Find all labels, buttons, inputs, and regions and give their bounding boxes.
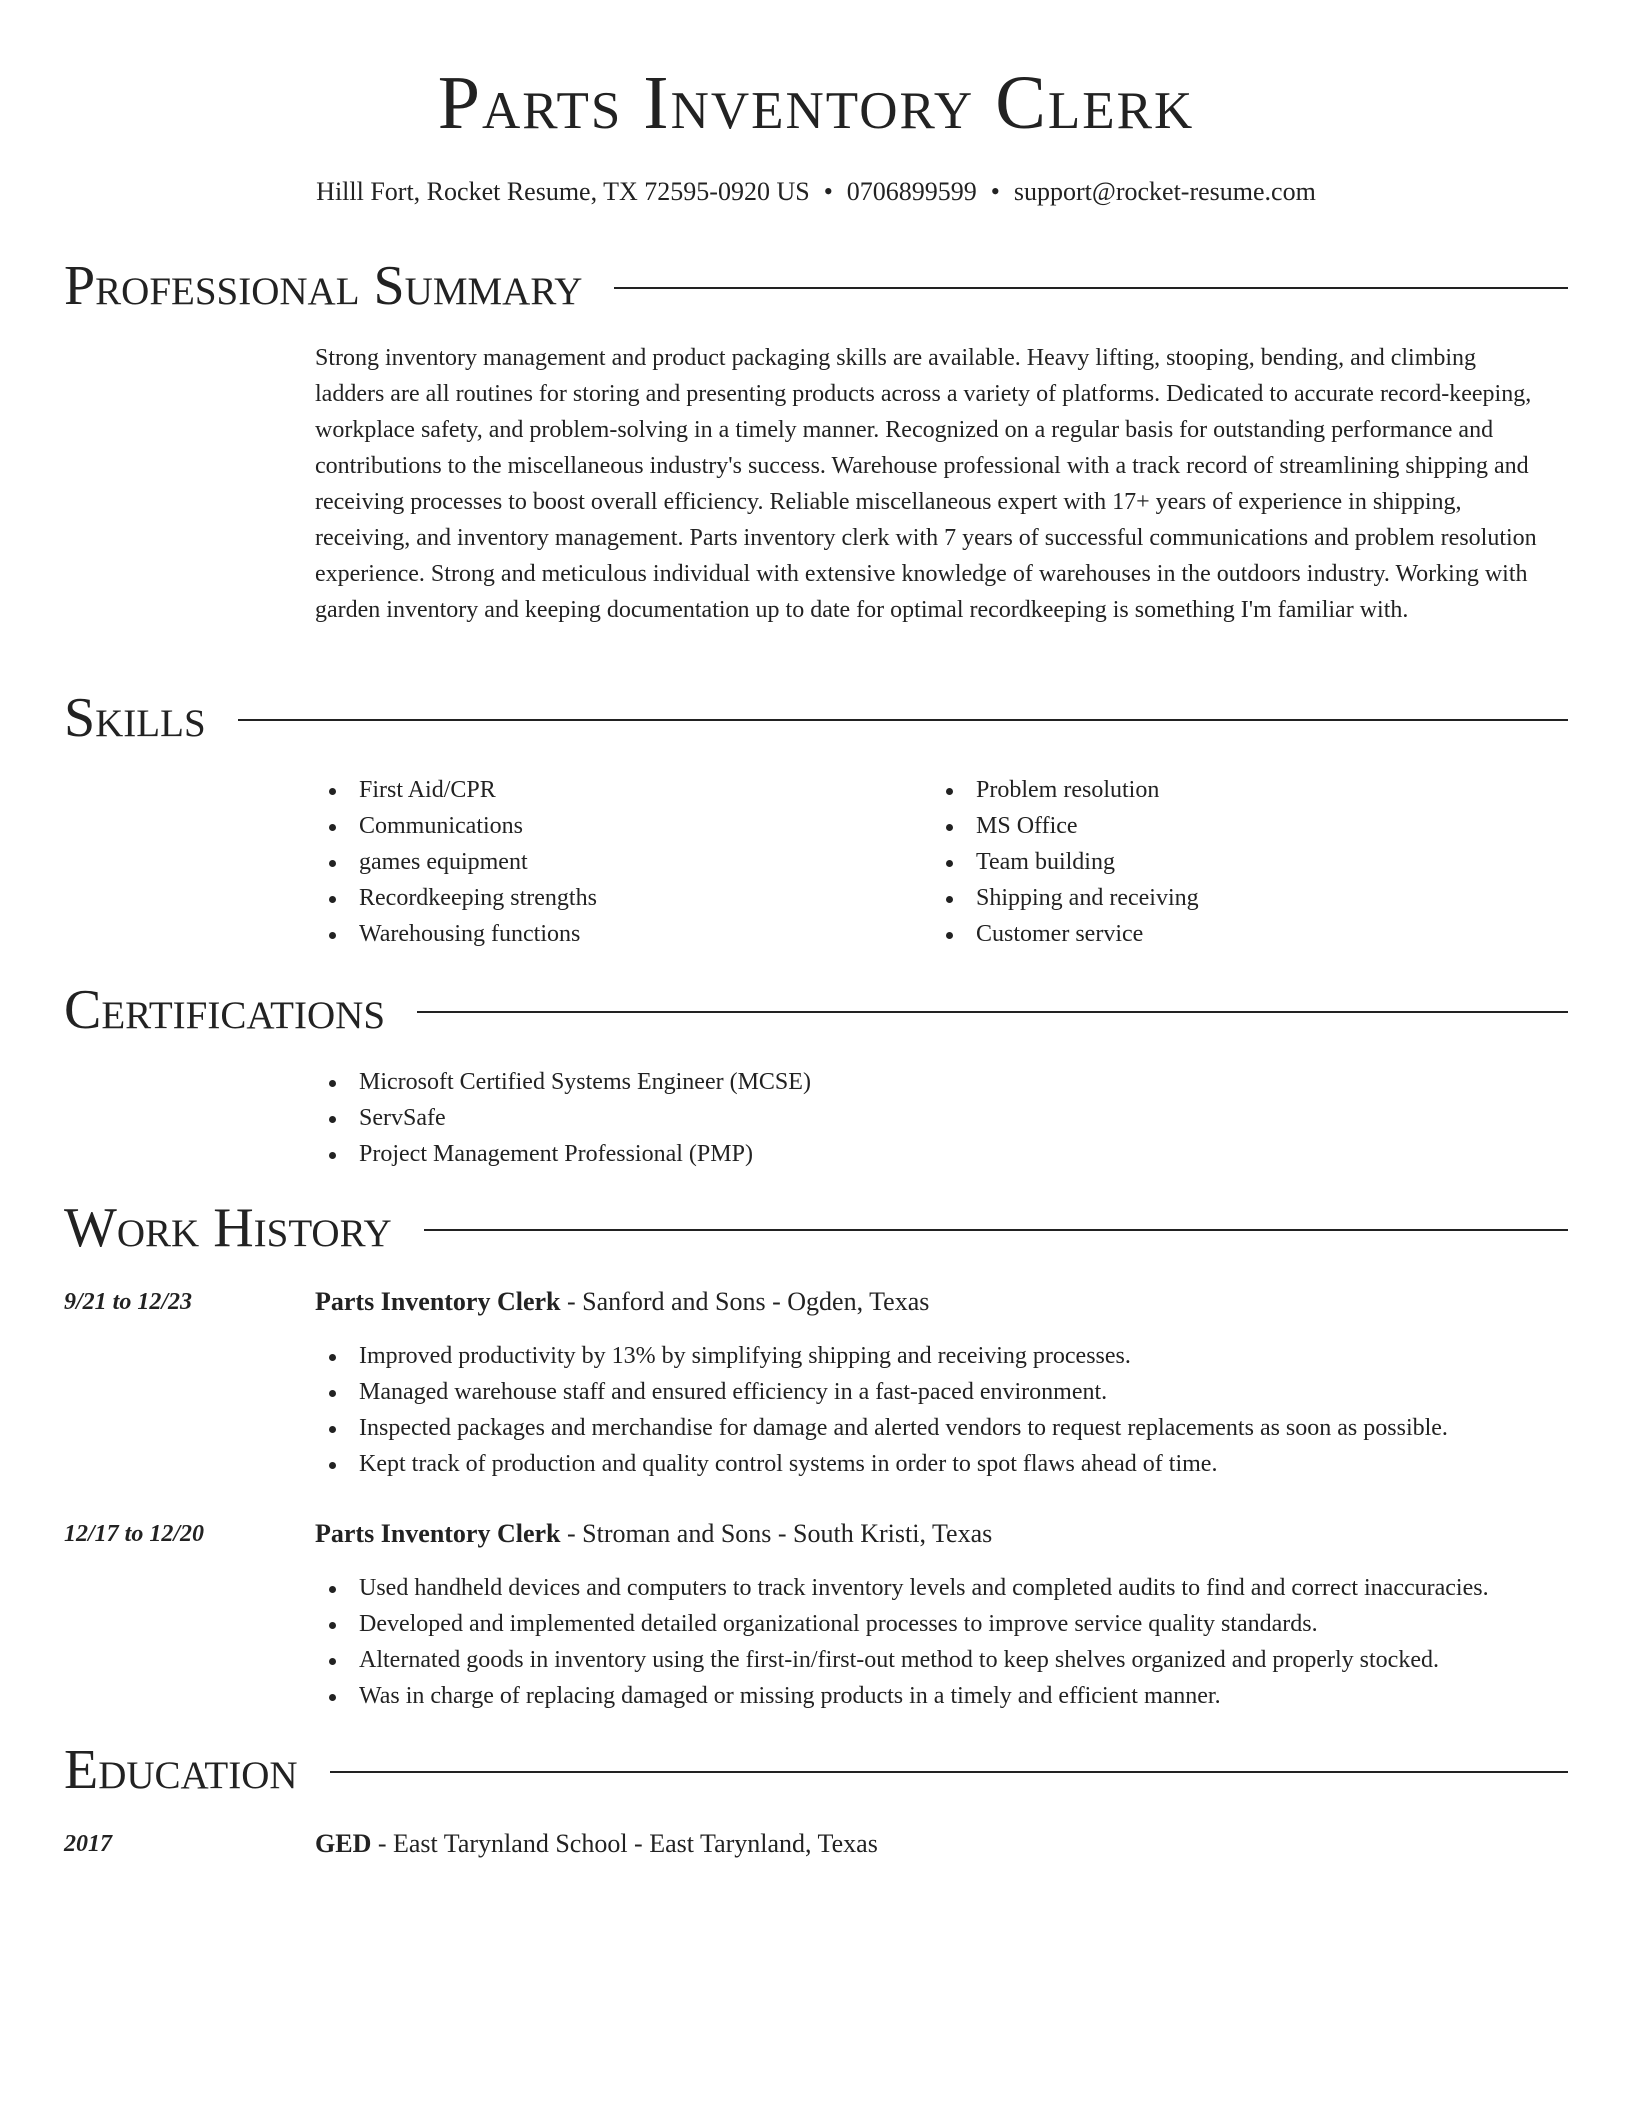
section-divider bbox=[238, 719, 1568, 721]
contact-line bbox=[0, 174, 1632, 210]
skill-item: Customer service bbox=[932, 916, 1532, 952]
section-divider bbox=[424, 1229, 1568, 1231]
job-dates: 12/17 to 12/20 bbox=[64, 1521, 205, 1547]
summary-text: Strong inventory management and product packaging skills are available. Heavy lifting, stooping, bending, and climbing ladders are all routines for storing and presenting products across a variety of platforms. Dedicated to accurate record-keeping, workplace safety, and problem-solving in a timely manner. Recognized on a regular basis for outstanding performance and contributions to the miscellaneous industry's success. Warehouse professional with a track record of streamlining shipping and receiving processes to boost overall efficiency. Reliable miscellaneous expert with 17+ years of experience in shipping, receiving, and inventory management. Parts inventory clerk with 7 years of successful communications and problem resolution experience. Strong and meticulous individual with extensive knowledge of warehouses in the outdoors industry. Working with garden inventory and keeping documentation up to date for optimal recordkeeping is something I'm familiar with. bbox=[315, 345, 1537, 623]
job-employer-location: - Sanford and Sons - Ogden, Texas bbox=[560, 1287, 930, 1316]
job-bullets bbox=[315, 1570, 1565, 1714]
section-divider bbox=[330, 1771, 1568, 1773]
job-title: Parts Inventory Clerk bbox=[315, 1287, 561, 1316]
job-dates: 9/21 to 12/23 bbox=[64, 1289, 193, 1315]
education-school-location: - East Tarynland School - East Tarynland, Texas bbox=[371, 1829, 878, 1858]
job-title-line bbox=[315, 1284, 929, 1320]
certifications-list bbox=[315, 1064, 1545, 1172]
job-bullet: Alternated goods in inventory using the first-in/first-out method to keep shelves organized and properly stocked. bbox=[315, 1642, 1565, 1678]
job-bullet: Used handheld devices and computers to track inventory levels and completed audits to find and correct inaccuracies. bbox=[315, 1570, 1565, 1606]
education-line bbox=[315, 1826, 878, 1862]
contact-separator: • bbox=[990, 177, 1000, 206]
contact-address: Hilll Fort, Rocket Resume, TX 72595-0920 US bbox=[316, 177, 810, 206]
skill-item: Problem resolution bbox=[932, 772, 1532, 808]
job-bullet: Inspected packages and merchandise for damage and alerted vendors to request replacements as soon as possible. bbox=[315, 1410, 1565, 1446]
job-bullet: Developed and implemented detailed organizational processes to improve service quality standards. bbox=[315, 1606, 1565, 1642]
skill-item: Team building bbox=[932, 844, 1532, 880]
skills-column-left bbox=[315, 772, 915, 952]
skills-section-title: Skills bbox=[64, 687, 206, 749]
skill-item: MS Office bbox=[932, 808, 1532, 844]
job-title-line bbox=[315, 1516, 992, 1552]
education-degree: GED bbox=[315, 1829, 372, 1858]
job-bullets bbox=[315, 1338, 1565, 1482]
certification-item: ServSafe bbox=[315, 1100, 1545, 1136]
certifications-section-header bbox=[64, 978, 1568, 1042]
work-history-section-title: Work History bbox=[64, 1197, 392, 1259]
contact-email: support@rocket-resume.com bbox=[1013, 177, 1316, 206]
education-section-header bbox=[64, 1738, 1568, 1802]
education-section-title: Education bbox=[64, 1739, 298, 1801]
job-employer-location: - Stroman and Sons - South Kristi, Texas bbox=[560, 1519, 993, 1548]
job-title: Parts Inventory Clerk bbox=[315, 1519, 561, 1548]
skill-item: First Aid/CPR bbox=[315, 772, 915, 808]
skill-item: Warehousing functions bbox=[315, 916, 915, 952]
skill-item: Shipping and receiving bbox=[932, 880, 1532, 916]
skill-item: Recordkeeping strengths bbox=[315, 880, 915, 916]
job-bullet: Managed warehouse staff and ensured efficiency in a fast-paced environment. bbox=[315, 1374, 1565, 1410]
skills-section-header bbox=[64, 686, 1568, 750]
contact-separator: • bbox=[823, 177, 833, 206]
resume-name-heading: Parts Inventory Clerk bbox=[437, 61, 1195, 145]
job-bullet: Improved productivity by 13% by simplifying shipping and receiving processes. bbox=[315, 1338, 1565, 1374]
certification-item: Microsoft Certified Systems Engineer (MCSE) bbox=[315, 1064, 1545, 1100]
summary-section-header bbox=[64, 254, 1568, 318]
section-divider bbox=[417, 1011, 1568, 1013]
skills-column-right bbox=[932, 772, 1532, 952]
education-year: 2017 bbox=[64, 1831, 112, 1857]
summary-section-title: Professional Summary bbox=[64, 255, 583, 317]
skill-item: games equipment bbox=[315, 844, 915, 880]
work-history-section-header bbox=[64, 1196, 1568, 1260]
certification-item: Project Management Professional (PMP) bbox=[315, 1136, 1545, 1172]
certifications-section-title: Certifications bbox=[64, 979, 386, 1041]
job-bullet: Was in charge of replacing damaged or missing products in a timely and efficient manner. bbox=[315, 1678, 1565, 1714]
skill-item: Communications bbox=[315, 808, 915, 844]
section-divider bbox=[614, 287, 1568, 289]
job-bullet: Kept track of production and quality control systems in order to spot flaws ahead of time. bbox=[315, 1446, 1565, 1482]
contact-phone: 0706899599 bbox=[846, 177, 977, 206]
